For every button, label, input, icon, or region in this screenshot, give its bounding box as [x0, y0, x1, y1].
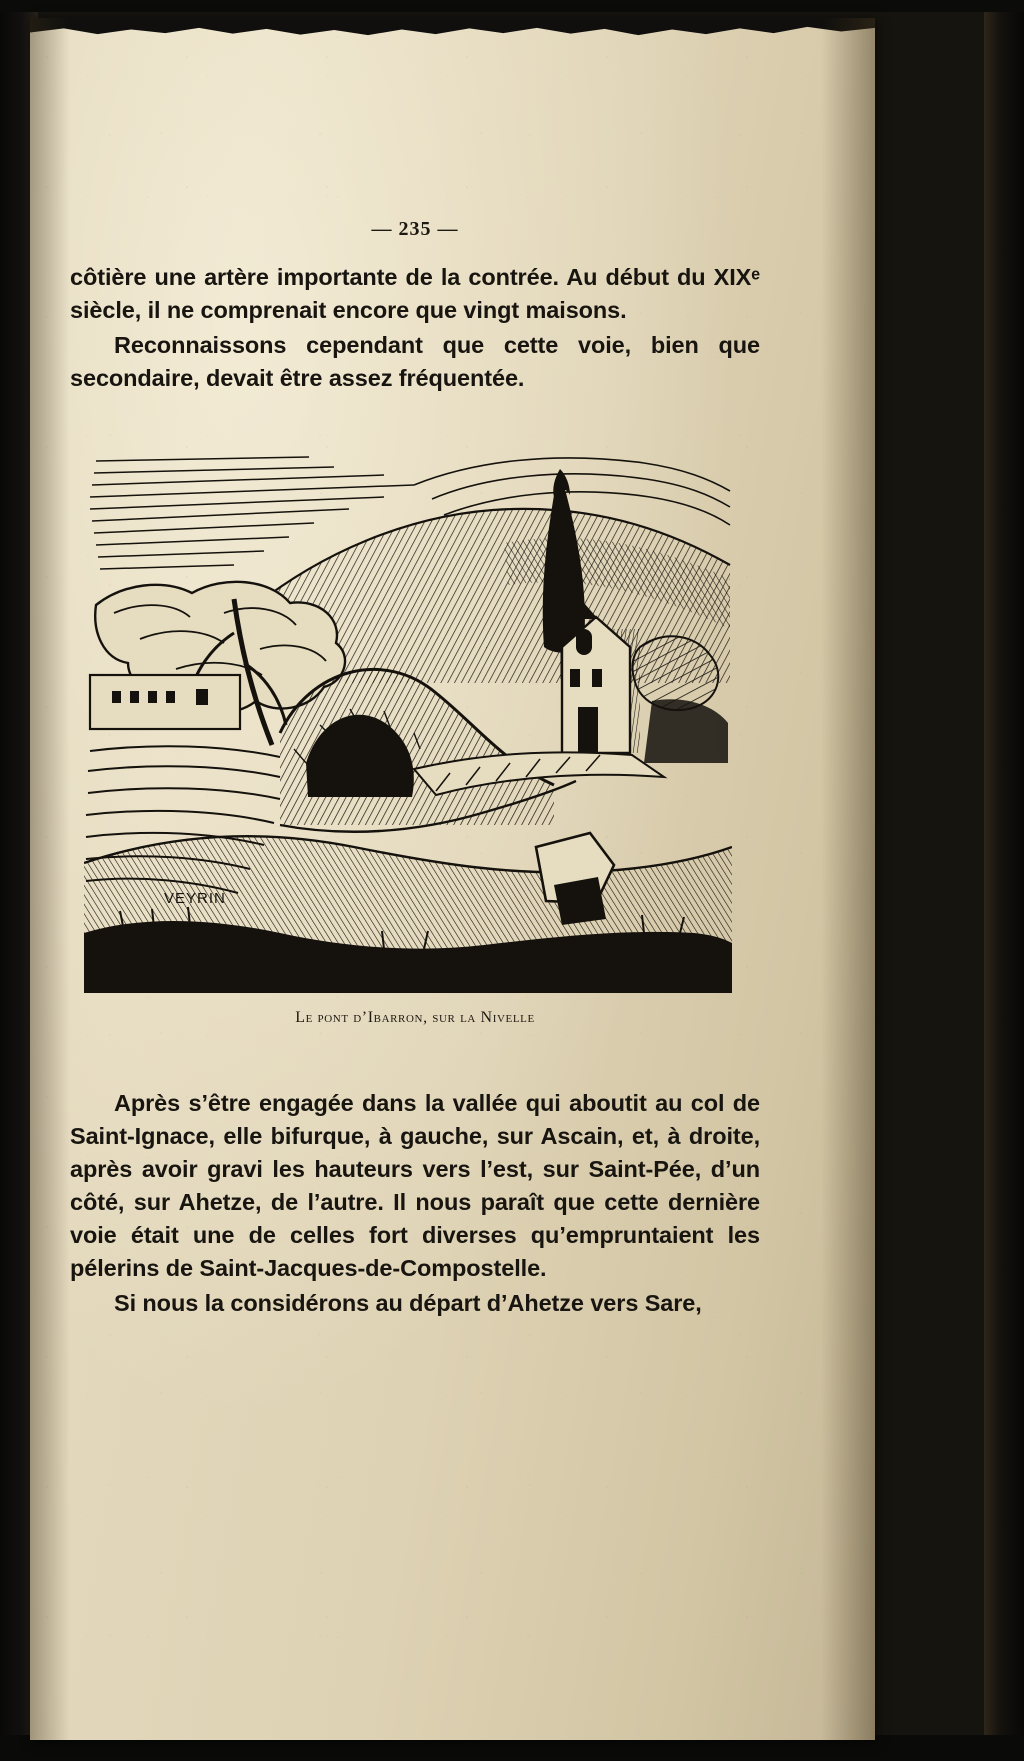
- binding-edge-top: [0, 0, 1024, 12]
- paragraph-2: Reconnaissons cependant que cette voie, bien que secondaire, devait être assez fréquentée.: [70, 332, 760, 391]
- artist-signature: VEYRIN: [164, 890, 226, 907]
- paragraph-4: Si nous la considérons au départ d’Ahetze vers Sare,: [114, 1290, 702, 1316]
- figure-caption: Le pont d’Ibarron, sur la Nivelle: [295, 1009, 535, 1026]
- chapel-door: [578, 707, 598, 753]
- page-shadow-right: [821, 18, 875, 1740]
- wood-engraving-illustration: [84, 433, 732, 995]
- stone-bridge: [280, 669, 576, 831]
- page-number: — 235 —: [371, 218, 459, 240]
- page-content: [70, 18, 760, 1320]
- paragraph-1: côtière une artère importante de la contrée. Au début du XIXᵉ siècle, il ne comprenait encore que vingt maisons.: [70, 264, 760, 323]
- paragraph-3: Après s’être engagée dans la vallée qui aboutit au col de Saint-Ignace, elle bifurque, à gauche, sur Ascain, et, à droite, après avoir gravi les hauteurs vers l’est, sur Saint-Pée, d’un côté, sur Ahetze, de l’autre. Il nous paraît que cette dernière voie était une de celles fort diverses qu’empruntaient les pélerins de Saint-Jacques-de-Compostelle.: [70, 1090, 760, 1281]
- farmhouse-left: [90, 675, 240, 729]
- chapel-window: [576, 629, 592, 655]
- lower-text-block: [70, 1087, 760, 1320]
- figure-block: [70, 433, 760, 1027]
- page-shadow-left: [30, 18, 70, 1740]
- binding-edge-right: [984, 0, 1024, 1761]
- paper-leaf: [30, 18, 875, 1740]
